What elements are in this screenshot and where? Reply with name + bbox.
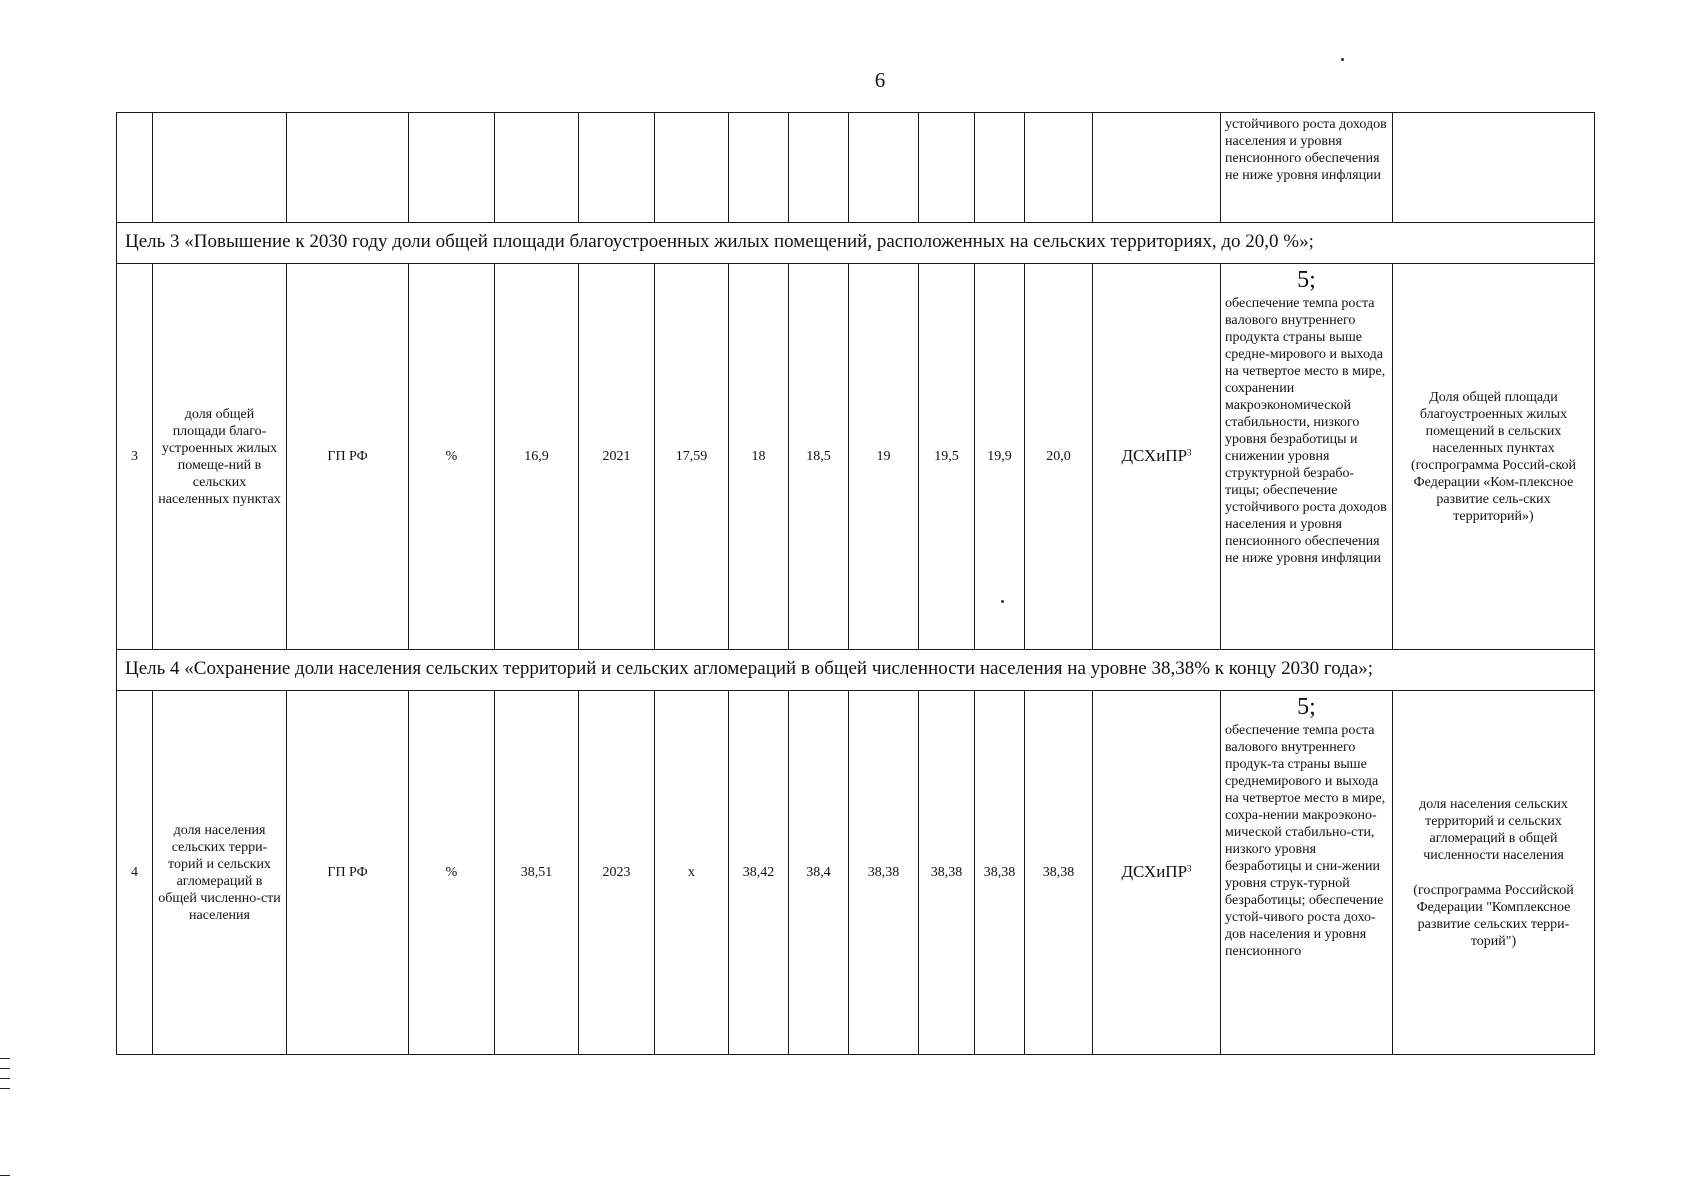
scan-speck <box>1001 600 1004 603</box>
margin-mark <box>0 1078 10 1079</box>
row-number: 3 <box>117 264 153 650</box>
level: ГП РФ <box>287 691 409 1055</box>
responsible <box>1093 691 1221 1055</box>
value-2026: 18,5 <box>789 264 849 650</box>
margin-mark <box>0 1058 10 1059</box>
indicator-name: доля общей площади благо-устроенных жилых помеще-ний в сельских населенных пунктах <box>153 264 287 650</box>
cell-empty <box>1025 113 1093 223</box>
value-2030: 20,0 <box>1025 264 1093 650</box>
value-2028: 38,38 <box>919 691 975 1055</box>
value-2027: 38,38 <box>849 691 919 1055</box>
value-2030: 38,38 <box>1025 691 1093 1055</box>
value-2025: 38,42 <box>729 691 789 1055</box>
goal-row <box>117 650 1595 691</box>
margin-mark <box>0 1088 10 1089</box>
value-2029: 38,38 <box>975 691 1025 1055</box>
cell-empty <box>495 113 579 223</box>
cell-empty <box>287 113 409 223</box>
relation-text: доля населения сельских территорий и сельских агломераций в общей численности населения <box>1419 796 1568 863</box>
unit: % <box>409 264 495 650</box>
value-2024: 17,59 <box>655 264 729 650</box>
effect-text: обеспечение темпа роста валового внутреннего продук-та страны выше среднемирового и выхода на четвертое место в мире, сохра-нении макроэконо-мической стабильно-сти, низкого уровня безработицы и сни-жении уровня струк-турной безработицы; обеспечение устой-чивого роста дохо-дов населения и уровня пенсионного <box>1225 723 1386 959</box>
cell-empty <box>409 113 495 223</box>
goal-row <box>117 223 1595 264</box>
responsible-name: ДСХиПР <box>1121 446 1188 465</box>
table-row <box>117 113 1595 223</box>
base-value: 38,51 <box>495 691 579 1055</box>
cell-empty <box>117 113 153 223</box>
effect-number: 5; <box>1297 267 1316 293</box>
indicators-table <box>116 112 1595 1055</box>
footnote-mark: 3 <box>1187 863 1192 874</box>
value-2025: 18 <box>729 264 789 650</box>
effect-cell: устойчивого роста доходов населения и уровня пенсионного обеспечения не ниже уровня инфляции <box>1221 113 1393 223</box>
cell-empty <box>579 113 655 223</box>
page-number: 6 <box>874 68 886 92</box>
value-2027: 19 <box>849 264 919 650</box>
margin-mark <box>0 1175 10 1176</box>
goal-heading: Цель 3 «Повышение к 2030 году доли общей площади благоустроенных жилых помещений, расположенных на сельских территориях, до 20,0 %»; <box>117 223 1595 264</box>
value-2028: 19,5 <box>919 264 975 650</box>
cell-empty <box>849 113 919 223</box>
base-year: 2023 <box>579 691 655 1055</box>
row-number: 4 <box>117 691 153 1055</box>
table-row <box>117 691 1595 1055</box>
level: ГП РФ <box>287 264 409 650</box>
responsible <box>1093 264 1221 650</box>
cell-empty <box>919 113 975 223</box>
responsible-name: ДСХиПР <box>1121 862 1188 881</box>
cell-empty <box>1093 113 1221 223</box>
scan-speck <box>1341 58 1344 61</box>
indicator-name: доля населения сельских терри-торий и сельских агломераций в общей численно-сти населения <box>153 691 287 1055</box>
value-2026: 38,4 <box>789 691 849 1055</box>
relation-cell <box>1393 691 1595 1055</box>
effect-cell <box>1221 691 1393 1055</box>
cell-empty <box>1393 113 1595 223</box>
margin-mark <box>0 1068 10 1069</box>
effect-cell <box>1221 264 1393 650</box>
base-year: 2021 <box>579 264 655 650</box>
cell-empty <box>153 113 287 223</box>
relation-source: (госпрограмма Российской Федерации "Комплексное развитие сельских терри-торий") <box>1413 882 1574 949</box>
value-2024: х <box>655 691 729 1055</box>
unit: % <box>409 691 495 1055</box>
cell-empty <box>729 113 789 223</box>
footnote-mark: 3 <box>1187 447 1192 458</box>
relation-cell: Доля общей площади благоустроенных жилых помещений в сельских населенных пунктах (госпрограмма Россий-ской Федерации «Ком-плексное развитие сель-ских территорий») <box>1393 264 1595 650</box>
cell-empty <box>655 113 729 223</box>
effect-number: 5; <box>1297 694 1316 720</box>
table-row <box>117 264 1595 650</box>
cell-empty <box>789 113 849 223</box>
goal-heading: Цель 4 «Сохранение доли населения сельских территорий и сельских агломераций в общей численности населения на уровне 38,38% к концу 2030 года»; <box>117 650 1595 691</box>
value-2029: 19,9 <box>975 264 1025 650</box>
base-value: 16,9 <box>495 264 579 650</box>
cell-empty <box>975 113 1025 223</box>
effect-text: обеспечение темпа роста валового внутреннего продукта страны выше средне-мирового и выхода на четвертое место в мире, сохранении макроэкономической стабильности, низкого уровня безработицы и снижении уровня структурной безрабо-тицы; обеспечение устойчивого роста доходов населения и уровня пенсионного обеспечения не ниже уровня инфляции <box>1225 296 1387 566</box>
